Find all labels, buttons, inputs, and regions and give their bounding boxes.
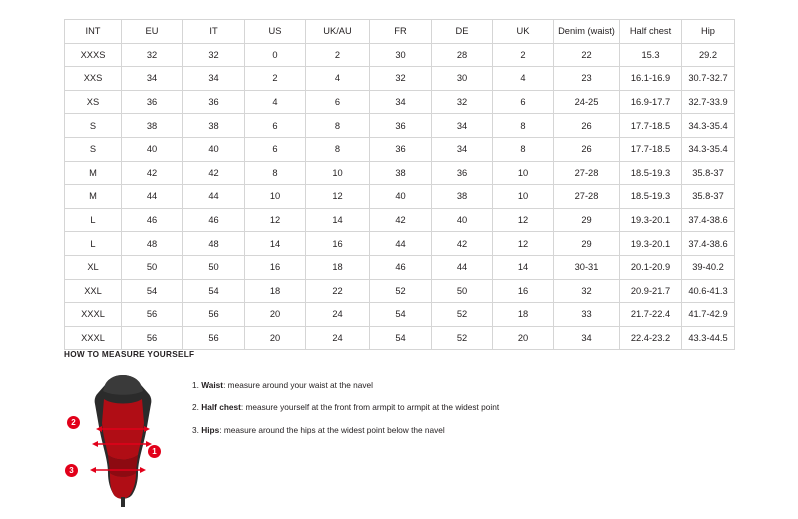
table-cell: 50 [122, 255, 183, 279]
table-cell: 20 [245, 303, 306, 327]
table-cell: 6 [306, 90, 370, 114]
table-cell: 46 [370, 255, 432, 279]
table-cell: 52 [370, 279, 432, 303]
measure-note-index: 3. [192, 424, 199, 435]
measure-note [192, 426, 744, 436]
table-cell: 40 [122, 137, 183, 161]
table-row [65, 43, 735, 67]
table-cell: 37.4-38.6 [682, 232, 735, 256]
row-label-cell: M [65, 161, 122, 185]
table-cell: 42 [370, 208, 432, 232]
table-cell: 8 [493, 114, 554, 138]
table-cell: 30 [370, 43, 432, 67]
table-cell: 34 [432, 114, 493, 138]
measure-badge-3: 3 [65, 464, 78, 477]
how-to-measure-body [64, 369, 744, 509]
table-cell: 4 [245, 90, 306, 114]
table-cell: 27-28 [554, 185, 620, 209]
table-cell: 26 [554, 137, 620, 161]
table-row [65, 326, 735, 350]
table-cell: 20.9-21.7 [620, 279, 682, 303]
column-header-uk-au: UK/AU [306, 20, 370, 44]
table-cell: 42 [122, 161, 183, 185]
measure-note-text: : measure around your waist at the navel [223, 380, 373, 390]
table-row [65, 67, 735, 91]
table-cell: 18.5-19.3 [620, 185, 682, 209]
column-header-int: INT [65, 20, 122, 44]
table-cell: 4 [493, 67, 554, 91]
row-label-cell: XXXL [65, 326, 122, 350]
table-cell: 16 [306, 232, 370, 256]
table-header-row [65, 20, 735, 44]
table-cell: 16 [245, 255, 306, 279]
table-cell: 37.4-38.6 [682, 208, 735, 232]
row-label-cell: XS [65, 90, 122, 114]
column-header-it: IT [183, 20, 245, 44]
table-cell: 20 [493, 326, 554, 350]
table-cell: 16 [493, 279, 554, 303]
table-cell: 36 [432, 161, 493, 185]
row-label-cell: S [65, 114, 122, 138]
table-cell: 40 [183, 137, 245, 161]
table-cell: 38 [370, 161, 432, 185]
table-cell: 32 [183, 43, 245, 67]
table-cell: 52 [432, 303, 493, 327]
row-label-cell: XL [65, 255, 122, 279]
table-cell: 44 [122, 185, 183, 209]
row-label-cell: XXXL [65, 303, 122, 327]
table-cell: 8 [306, 137, 370, 161]
measure-note [192, 403, 744, 413]
table-row [65, 208, 735, 232]
how-to-measure-section [64, 350, 744, 509]
table-cell: 24-25 [554, 90, 620, 114]
table-cell: 44 [432, 255, 493, 279]
column-header-eu: EU [122, 20, 183, 44]
table-cell: 24 [306, 326, 370, 350]
table-cell: 23 [554, 67, 620, 91]
table-cell: 34 [122, 67, 183, 91]
column-header-uk: UK [493, 20, 554, 44]
table-cell: 41.7-42.9 [682, 303, 735, 327]
table-cell: 56 [122, 326, 183, 350]
measure-note-text: : measure around the hips at the widest point below the navel [219, 424, 445, 435]
table-cell: 8 [306, 114, 370, 138]
table-cell: 54 [370, 303, 432, 327]
table-cell: 34 [432, 137, 493, 161]
table-cell: 8 [245, 161, 306, 185]
measure-note [192, 381, 744, 391]
table-cell: 48 [122, 232, 183, 256]
table-cell: 42 [183, 161, 245, 185]
table-cell: 0 [245, 43, 306, 67]
table-cell: 38 [122, 114, 183, 138]
table-cell: 18 [306, 255, 370, 279]
row-label-cell: XXL [65, 279, 122, 303]
table-cell: 33 [554, 303, 620, 327]
table-cell: 34.3-35.4 [682, 114, 735, 138]
table-cell: 18 [493, 303, 554, 327]
table-cell: 10 [493, 161, 554, 185]
table-cell: 50 [183, 255, 245, 279]
mannequin-illustration [64, 369, 182, 509]
table-cell: 40 [370, 185, 432, 209]
table-cell: 44 [183, 185, 245, 209]
table-cell: 17.7-18.5 [620, 137, 682, 161]
measure-note-index: 2. [192, 402, 199, 413]
table-cell: 56 [183, 303, 245, 327]
table-cell: 35.8-37 [682, 185, 735, 209]
table-cell: 29 [554, 208, 620, 232]
table-row [65, 185, 735, 209]
table-cell: 6 [245, 114, 306, 138]
table-cell: 19.3-20.1 [620, 208, 682, 232]
table-row [65, 114, 735, 138]
table-cell: 38 [432, 185, 493, 209]
table-cell: 29 [554, 232, 620, 256]
table-cell: 19.3-20.1 [620, 232, 682, 256]
table-cell: 24 [306, 303, 370, 327]
table-cell: 18 [245, 279, 306, 303]
table-cell: 30.7-32.7 [682, 67, 735, 91]
table-row [65, 303, 735, 327]
measure-notes-list [192, 369, 744, 448]
table-cell: 12 [245, 208, 306, 232]
table-cell: 6 [245, 137, 306, 161]
table-cell: 30-31 [554, 255, 620, 279]
table-cell: 22.4-23.2 [620, 326, 682, 350]
table-cell: 54 [122, 279, 183, 303]
table-cell: 4 [306, 67, 370, 91]
measure-note-term: Half chest [201, 402, 241, 413]
table-cell: 36 [370, 114, 432, 138]
table-cell: 2 [245, 67, 306, 91]
table-row [65, 255, 735, 279]
table-cell: 12 [493, 232, 554, 256]
row-label-cell: XXS [65, 67, 122, 91]
table-cell: 26 [554, 114, 620, 138]
table-cell: 42 [432, 232, 493, 256]
table-cell: 27-28 [554, 161, 620, 185]
table-row [65, 161, 735, 185]
table-cell: 32 [554, 279, 620, 303]
measure-badge-2: 2 [67, 416, 80, 429]
table-row [65, 90, 735, 114]
size-chart-header [65, 20, 735, 44]
row-label-cell: L [65, 232, 122, 256]
table-cell: 43.3-44.5 [682, 326, 735, 350]
table-cell: 16.1-16.9 [620, 67, 682, 91]
column-header-us: US [245, 20, 306, 44]
table-cell: 54 [370, 326, 432, 350]
table-row [65, 232, 735, 256]
table-cell: 38 [183, 114, 245, 138]
table-cell: 20.1-20.9 [620, 255, 682, 279]
table-cell: 14 [245, 232, 306, 256]
table-cell: 36 [122, 90, 183, 114]
size-chart-table [64, 19, 735, 350]
table-cell: 34 [554, 326, 620, 350]
table-cell: 20 [245, 326, 306, 350]
column-header-de: DE [432, 20, 493, 44]
table-cell: 30 [432, 67, 493, 91]
table-cell: 35.8-37 [682, 161, 735, 185]
table-cell: 32.7-33.9 [682, 90, 735, 114]
table-cell: 16.9-17.7 [620, 90, 682, 114]
row-label-cell: XXXS [65, 43, 122, 67]
table-cell: 54 [183, 279, 245, 303]
measure-note-term: Waist [201, 380, 224, 390]
table-cell: 52 [432, 326, 493, 350]
table-cell: 39-40.2 [682, 255, 735, 279]
table-cell: 50 [432, 279, 493, 303]
column-header-denim-waist: Denim (waist) [554, 20, 620, 44]
table-cell: 8 [493, 137, 554, 161]
table-row [65, 137, 735, 161]
table-cell: 10 [245, 185, 306, 209]
table-cell: 32 [432, 90, 493, 114]
table-cell: 56 [122, 303, 183, 327]
table-cell: 17.7-18.5 [620, 114, 682, 138]
table-cell: 36 [183, 90, 245, 114]
measure-badge-1: 1 [148, 445, 161, 458]
table-cell: 12 [493, 208, 554, 232]
table-cell: 34.3-35.4 [682, 137, 735, 161]
table-cell: 34 [370, 90, 432, 114]
table-cell: 28 [432, 43, 493, 67]
table-cell: 14 [306, 208, 370, 232]
table-cell: 40.6-41.3 [682, 279, 735, 303]
table-cell: 29.2 [682, 43, 735, 67]
table-row [65, 279, 735, 303]
size-chart-body [65, 43, 735, 350]
column-header-hip: Hip [682, 20, 735, 44]
table-cell: 12 [306, 185, 370, 209]
column-header-half-chest: Half chest [620, 20, 682, 44]
table-cell: 10 [306, 161, 370, 185]
table-cell: 32 [122, 43, 183, 67]
measure-note-text: : measure yourself at the front from armpit to armpit at the widest point [240, 402, 500, 413]
table-cell: 2 [493, 43, 554, 67]
column-header-fr: FR [370, 20, 432, 44]
mannequin-figure [64, 369, 182, 509]
row-label-cell: S [65, 137, 122, 161]
table-cell: 40 [432, 208, 493, 232]
row-label-cell: M [65, 185, 122, 209]
table-cell: 21.7-22.4 [620, 303, 682, 327]
table-cell: 56 [183, 326, 245, 350]
measure-note-term: Hips [201, 424, 220, 435]
table-cell: 32 [370, 67, 432, 91]
table-cell: 14 [493, 255, 554, 279]
table-cell: 44 [370, 232, 432, 256]
row-label-cell: L [65, 208, 122, 232]
table-cell: 46 [183, 208, 245, 232]
table-cell: 6 [493, 90, 554, 114]
table-cell: 15.3 [620, 43, 682, 67]
table-cell: 46 [122, 208, 183, 232]
table-cell: 22 [554, 43, 620, 67]
table-cell: 2 [306, 43, 370, 67]
size-chart-container [64, 19, 734, 350]
table-cell: 22 [306, 279, 370, 303]
table-cell: 36 [370, 137, 432, 161]
table-cell: 34 [183, 67, 245, 91]
table-cell: 48 [183, 232, 245, 256]
how-to-measure-title: HOW TO MEASURE YOURSELF [64, 350, 195, 359]
table-cell: 18.5-19.3 [620, 161, 682, 185]
table-cell: 10 [493, 185, 554, 209]
measure-note-index: 1. [192, 380, 199, 390]
